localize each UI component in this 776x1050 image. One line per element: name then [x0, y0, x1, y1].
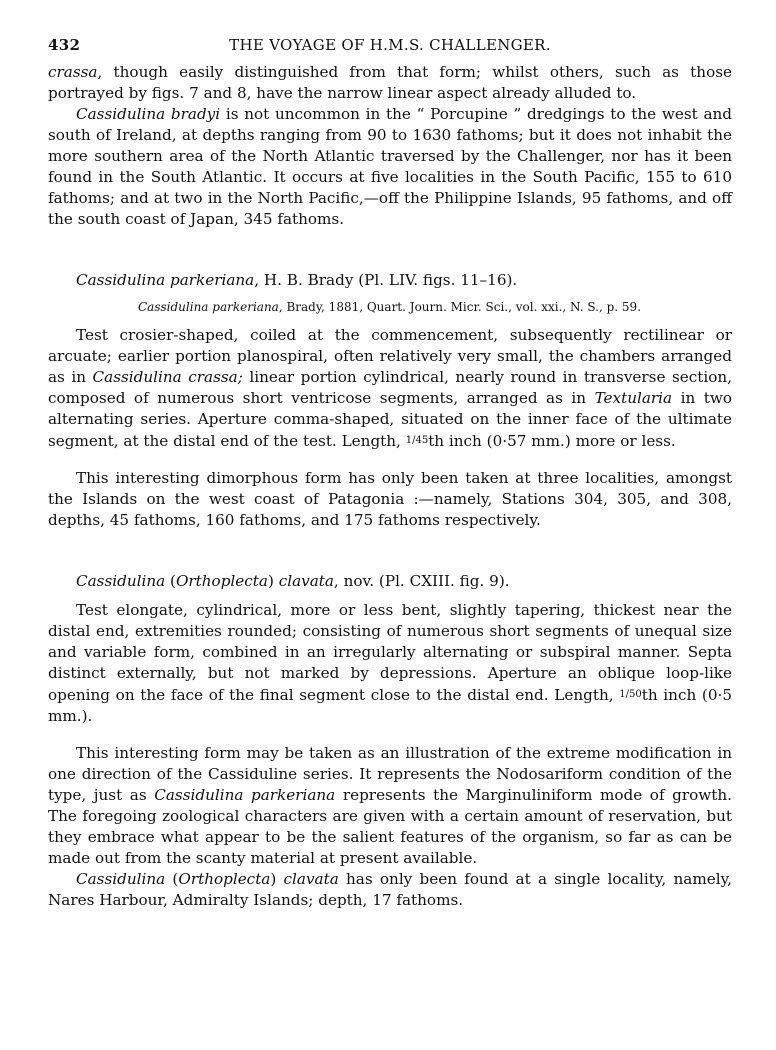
genus-name: Textularia — [594, 389, 673, 407]
heading-authority: , H. B. Brady (Pl. LIV. figs. 11–16). — [254, 271, 518, 289]
ref-species-name: Cassidulina parkeriana — [138, 300, 279, 314]
paren: ( — [165, 572, 176, 590]
desc-text: th inch (0·57 mm.) more or less. — [428, 432, 676, 450]
clavata-distribution — [48, 869, 732, 911]
italic-term: crassa — [48, 63, 98, 81]
note-text: This interesting form may be taken as an illustration of the extreme modification in one direction of the Cassiduline series. It represents the Nodosariform condition of the type, just as — [48, 744, 732, 804]
clavata-description — [48, 600, 732, 727]
desc-text: in two alternating series. Aperture comma-shaped, situated on the inner face of the ultimate segment, at the distal end of the test. Length, — [48, 389, 732, 450]
desc-text: th inch (0·5 mm.). — [48, 686, 733, 725]
paragraph-text: is not uncommon in the “ Porcupine ” dredgings to the west and south of Ireland, at depths ranging from 90 to 1630 fathoms; but it does not inhabit the more southern area of the North Atlantic traversed by the Challenger, nor has it been found in the South Atlantic. It occurs at five localities in the South Pacific, 155 to 610 fathoms; and at two in the North Pacific,—off the Philippine Islands, 95 fathoms, and off the south coast of Japan, 345 fathoms. — [48, 105, 732, 228]
length-fraction: 1/45 — [405, 435, 429, 446]
desc-text: Test crosier-shaped, coiled at the commencement, subsequently rectilinear or arcuate; earlier portion planospiral, often relatively very small, the chambers arranged as in — [48, 326, 732, 386]
note-text: represents the Marginuliniform mode of growth. The foregoing zoological characters are given with a certain amount of reservation, but they embrace what appear to be the salient features of the organism, so far as can be made out from the scanty material at present available. — [48, 786, 732, 867]
species-name: Cassidulina parkeriana — [154, 786, 336, 804]
genus-name: Cassidulina — [76, 572, 166, 590]
running-header — [48, 36, 732, 62]
species-epithet: clavata — [283, 870, 339, 888]
desc-text: linear portion cylindrical, nearly round in transverse section, composed of numerous short ventricose segments, arranged as in — [48, 368, 732, 407]
page-number: 432 — [48, 36, 81, 54]
subgenus-name: Orthoplecta — [178, 870, 271, 888]
spacer — [48, 727, 732, 743]
species-epithet: clavata — [278, 572, 334, 590]
clavata-note — [48, 743, 732, 869]
continuation-paragraph — [48, 62, 732, 104]
heading-authority: , nov. (Pl. CXIII. fig. 9). — [333, 572, 510, 590]
bradyi-paragraph — [48, 104, 732, 230]
paren: ) — [270, 870, 284, 888]
page — [48, 36, 732, 911]
desc-text: Test elongate, cylindrical, more or less bent, slightly tapering, thickest near the distal end, extremities rounded; consisting of numerous short segments of unequal size and variable form, combined in an irregularly alternating or subspiral manner. Septa distinct externally, but not marked by depressions. Aperture an oblique loop-like opening on the face of the final segment close to the distal end. Length, — [48, 601, 732, 704]
parkeriana-distribution: This interesting dimorphous form has only been taken at three localities, amongst the Islands on the west coast of Patagonia :—namely, Stations 304, 305, and 308, depths, 45 fathoms, 160 fathoms, and 175 fathoms respectively. — [48, 469, 732, 529]
length-fraction: 1/50 — [619, 689, 642, 700]
genus-name: Cassidulina — [76, 870, 166, 888]
species-name: Cassidulina crassa; — [92, 368, 243, 386]
species-name: Cassidulina parkeriana — [76, 271, 255, 289]
spacer — [48, 452, 732, 468]
subgenus-name: Orthoplecta — [175, 572, 268, 590]
running-title: THE VOYAGE OF H.M.S. CHALLENGER. — [229, 36, 551, 54]
distribution-text: has only been found at a single locality, namely, Nares Harbour, Admiralty Islands; depth, 17 fathoms. — [48, 870, 732, 909]
paragraph-text: , though easily distinguished from that form; whilst others, such as those portrayed by figs. 7 and 8, have the narrow linear aspect already alluded to. — [48, 63, 732, 102]
parkeriana-description — [48, 325, 732, 452]
species-name: Cassidulina bradyi — [76, 105, 221, 123]
parkeriana-heading — [48, 270, 732, 291]
ref-citation: , Brady, 1881, Quart. Journ. Micr. Sci., vol. xxi., N. S., p. 59. — [278, 300, 642, 314]
paren: ( — [165, 870, 179, 888]
parkeriana-reference — [48, 299, 732, 315]
clavata-heading — [48, 571, 732, 592]
paren: ) — [267, 572, 279, 590]
